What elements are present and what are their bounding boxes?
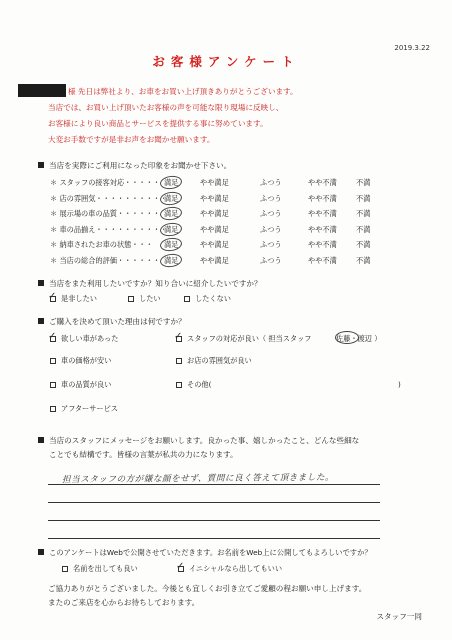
- checkbox-icon[interactable]: [128, 296, 134, 302]
- rating-option[interactable]: 不満: [356, 209, 371, 218]
- q4-heading-line-1: 当店のスタッフにメッセージをお願いします。良かった事、嬉しかったこと、どんな些細な: [44, 434, 424, 448]
- q2-heading: 当店をまた利用したいですか？知り合いに紹介したいですか？: [38, 278, 262, 289]
- selected-circle-mark: [159, 206, 183, 222]
- q1-rating-row: [50, 225, 380, 238]
- rating-row-label: ＊ 当店の総合的評価・・・・・・: [50, 255, 161, 265]
- selected-circle-mark: [159, 252, 183, 268]
- checkbox-checked-icon[interactable]: [178, 566, 184, 572]
- q1-rating-row: [50, 256, 380, 269]
- rating-option[interactable]: 満足: [164, 224, 179, 234]
- rating-option[interactable]: やや満足: [200, 209, 229, 218]
- intro-line-3: お客様により良い商品とサービスを提供する事に努めています。: [48, 119, 268, 128]
- rating-option[interactable]: ふつう: [260, 224, 282, 234]
- page-title: お客様アンケート: [152, 54, 300, 69]
- redacted-name: [18, 84, 66, 97]
- rating-option[interactable]: 不満: [356, 255, 371, 265]
- q5-heading: このアンケートはWebで公開させていただきます。お名前をWeb上に公開してもよろしいですか？: [38, 548, 372, 558]
- rating-option[interactable]: ふつう: [260, 209, 282, 218]
- rating-option[interactable]: やや満足: [200, 193, 229, 203]
- answer-line: [48, 502, 380, 503]
- rating-row-label: ＊ 車の品揃え・・・・・・・・・・: [50, 224, 168, 234]
- rating-option[interactable]: やや不満: [308, 224, 337, 234]
- q5-option-initials[interactable]: ✓ イニシャルなら出してもいい: [178, 564, 282, 574]
- rating-option[interactable]: やや不満: [308, 240, 337, 249]
- bullet-square-icon: [38, 162, 44, 168]
- bullet-square-icon: [38, 318, 44, 324]
- rating-option[interactable]: ふつう: [260, 193, 282, 203]
- rating-option[interactable]: やや不満: [308, 193, 337, 203]
- intro-line-1: 様 先日は弊社より、お車をお買い上げ頂きありがとうございます。: [48, 84, 428, 100]
- bullet-square-icon: [38, 437, 44, 443]
- q4-heading: [44, 434, 424, 462]
- rating-option[interactable]: 満足: [164, 178, 179, 187]
- rating-option[interactable]: ふつう: [260, 178, 282, 187]
- rating-option[interactable]: やや満足: [200, 224, 229, 234]
- bullet-square-icon: [38, 549, 44, 555]
- q4-answer-text[interactable]: 担当スタッフの方が嫌な顔をせず、質問に良く答えて頂きました。: [61, 472, 335, 486]
- checkbox-icon[interactable]: [62, 566, 68, 572]
- checkbox-icon[interactable]: [50, 382, 56, 388]
- checkbox-icon[interactable]: [50, 358, 56, 364]
- q3-option-other[interactable]: その他(: [176, 380, 211, 390]
- q3-option-after-service[interactable]: アフターサービス: [50, 404, 118, 414]
- rating-row-label: ＊ 納車されたお車の状態・・・: [50, 240, 153, 249]
- q4-heading-line-2: ことでも結構です。皆様の言葉が私共の力になります。: [49, 450, 238, 459]
- signature: スタッフ一同: [376, 612, 422, 621]
- q1-heading: 当店を実際にご利用になった印象をお聞かせ下さい。: [38, 160, 231, 171]
- checkbox-icon[interactable]: [176, 358, 182, 364]
- q1-rating-row: [50, 194, 380, 207]
- q1-rating-row: [50, 178, 380, 191]
- q3-other-close: ): [398, 380, 401, 389]
- checkbox-icon[interactable]: [50, 406, 56, 412]
- intro-text: [48, 84, 428, 148]
- q1-rating-row: [50, 209, 380, 222]
- rating-option[interactable]: 満足: [164, 209, 179, 218]
- rating-option[interactable]: やや不満: [308, 178, 337, 187]
- rating-option[interactable]: 満足: [164, 255, 179, 265]
- selected-circle-mark: [159, 221, 183, 237]
- q3-option-price[interactable]: 車の価格が安い: [50, 356, 111, 366]
- rating-option[interactable]: やや不満: [308, 255, 337, 265]
- rating-row-label: ＊ 展示場の車の品質・・・・・・: [50, 209, 161, 218]
- q3-option-atmosphere[interactable]: お店の雰囲気が良い: [176, 356, 252, 366]
- q1-rating-row: [50, 240, 380, 253]
- q2-option-no[interactable]: したくない: [184, 294, 231, 304]
- answer-line: [48, 538, 380, 539]
- rating-option[interactable]: やや不満: [308, 209, 337, 218]
- intro-line-4: 大変お手数ですが是非お声をお聞かせ願います。: [48, 135, 215, 144]
- selected-circle-mark: [159, 237, 183, 253]
- rating-option[interactable]: 不満: [356, 224, 371, 234]
- selected-circle-mark: [159, 190, 183, 206]
- rating-option[interactable]: ふつう: [260, 255, 282, 265]
- closing-line-2: またのご来店を心からお待ちしております。: [48, 598, 200, 607]
- rating-row-label: ＊ 店の雰囲気・・・・・・・・・・: [50, 193, 168, 203]
- rating-option[interactable]: やや満足: [200, 240, 229, 249]
- q3-staff-names: 佐藤・渡辺 ）: [336, 334, 382, 343]
- intro-line-2: 当店では、お買い上げ頂いたお客様の声を可能な限り現場に反映し、: [48, 103, 284, 112]
- rating-row-label: ＊ スタッフの接客対応・・・・・: [50, 178, 161, 187]
- rating-option[interactable]: やや満足: [200, 255, 229, 265]
- staff-name-circle: [335, 331, 359, 344]
- checkbox-checked-icon[interactable]: [50, 296, 56, 302]
- selected-circle-mark: [159, 175, 183, 191]
- closing-message: [48, 582, 428, 610]
- checkbox-icon[interactable]: [184, 296, 190, 302]
- q3-option-quality[interactable]: 車の品質が良い: [50, 380, 111, 390]
- q2-option-yes[interactable]: したい: [128, 294, 161, 304]
- q5-option-name-ok[interactable]: 名前を出しても良い: [62, 564, 138, 574]
- rating-option[interactable]: 不満: [356, 193, 371, 203]
- rating-option[interactable]: 不満: [356, 240, 371, 249]
- closing-line-1: ご協力ありがとうございました。今後とも宜しくお引き立てご愛顧の程お願い申し上げます。: [48, 584, 367, 593]
- rating-option[interactable]: 満足: [164, 240, 179, 249]
- answer-line: [48, 484, 380, 485]
- rating-option[interactable]: 不満: [356, 178, 371, 187]
- q3-heading: ご購入を決めて頂いた理由は何ですか？: [38, 316, 186, 327]
- rating-option[interactable]: 満足: [164, 193, 179, 203]
- survey-date: 2019.3.22: [394, 44, 430, 52]
- checkbox-checked-icon[interactable]: [176, 336, 182, 342]
- q3-option-want-car[interactable]: ✓欲しい車があった: [50, 334, 118, 344]
- q2-option-definitely[interactable]: ✓是非したい: [50, 294, 97, 304]
- answer-line: [48, 520, 380, 521]
- rating-option[interactable]: ふつう: [260, 240, 282, 249]
- checkbox-checked-icon[interactable]: [50, 336, 56, 342]
- checkbox-icon[interactable]: [176, 382, 182, 388]
- bullet-square-icon: [38, 280, 44, 286]
- rating-option[interactable]: やや満足: [200, 178, 229, 187]
- q3-option-staff[interactable]: ✓ スタッフの対応が良い（ 担当スタッフ: [176, 334, 311, 344]
